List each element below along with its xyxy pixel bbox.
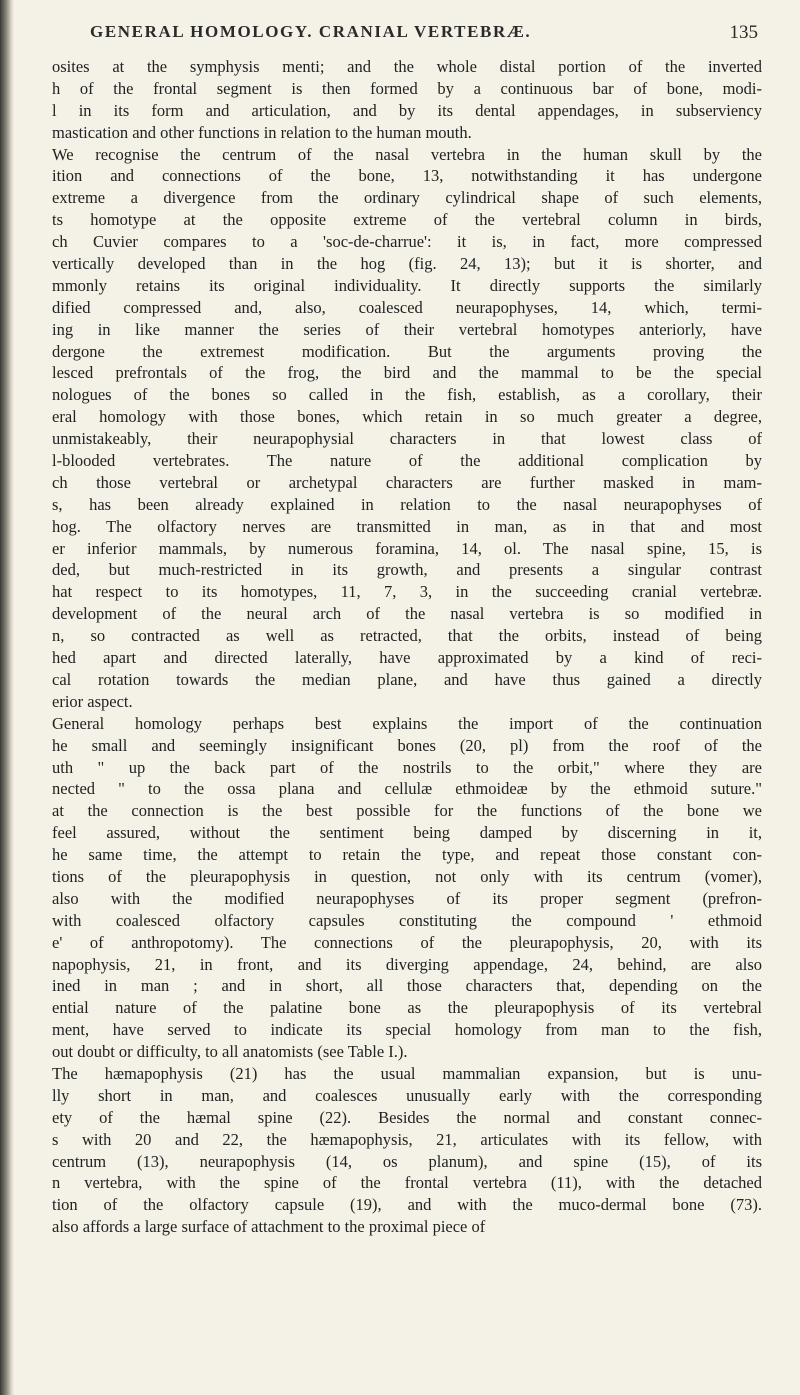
- page-number: 135: [729, 22, 758, 43]
- text-line: cal rotation towards the median plane, and have thus gained a directly: [52, 669, 762, 689]
- text-line: dified compressed and, also, coalesced neurapophyses, 14, which, termi-: [52, 297, 762, 317]
- text-line: also with the modified neurapophyses of its proper segment (prefron-: [52, 888, 762, 908]
- text-line: at the connection is the best possible for the functions of the bone we: [52, 801, 762, 821]
- text-line: unmistakeably, their neurapophysial characters in that lowest class of: [52, 429, 762, 449]
- text-line: eral homology with those bones, which retain in so much greater a degree,: [52, 407, 762, 427]
- text-line: ing in like manner the series of their vertebral homotypes anteriorly, have: [52, 319, 762, 339]
- text-line: ential nature of the palatine bone as the pleurapophysis of its vertebral: [52, 998, 762, 1018]
- page-binding-shadow: [0, 0, 14, 1395]
- text-line: ch those vertebral or archetypal characters are further masked in mam-: [52, 472, 762, 492]
- text-line: ch Cuvier compares to a 'soc-de-charrue': it is, in fact, more compressed: [52, 232, 762, 252]
- text-line: ition and connections of the bone, 13, notwithstanding it has undergone: [52, 166, 762, 186]
- text-line: We recognise the centrum of the nasal vertebra in the human skull by the: [52, 144, 762, 164]
- text-line: out doubt or difficulty, to all anatomists (see Table I.).: [52, 1042, 408, 1062]
- text-line: tion of the olfactory capsule (19), and with the muco-dermal bone (73).: [52, 1195, 762, 1215]
- text-line: ined in man ; and in short, all those characters that, depending on the: [52, 976, 762, 996]
- text-line: vertically developed than in the hog (fig. 24, 13); but it is shorter, and: [52, 254, 762, 274]
- text-line: feel assured, without the sentiment being damped by discerning in it,: [52, 823, 762, 843]
- text-line: s with 20 and 22, the hæmapophysis, 21, articulates with its fellow, with: [52, 1129, 762, 1149]
- text-line: nected " to the ossa plana and cellulæ ethmoideæ by the ethmoid suture.": [52, 779, 762, 799]
- text-line: h of the frontal segment is then formed by a continuous bar of bone, modi-: [52, 78, 762, 98]
- text-line: also affords a large surface of attachment to the proximal piece of: [52, 1217, 486, 1237]
- text-line: dergone the extremest modification. But the arguments proving the: [52, 341, 762, 361]
- page-header: [78, 22, 758, 46]
- text-line: ded, but much-restricted in its growth, and presents a singular contrast: [52, 560, 762, 580]
- running-title: GENERAL HOMOLOGY. CRANIAL VERTEBRÆ.: [90, 22, 532, 41]
- text-line: The hæmapophysis (21) has the usual mammalian expansion, but is unu-: [52, 1063, 762, 1083]
- body-text: [52, 56, 762, 1238]
- text-line: s, has been already explained in relation to the nasal neurapophyses of: [52, 494, 762, 514]
- text-line: mastication and other functions in relation to the human mouth.: [52, 122, 472, 142]
- text-line: ment, have served to indicate its special homology from man to the fish,: [52, 1020, 762, 1040]
- text-line: he same time, the attempt to retain the type, and repeat those constant con-: [52, 845, 762, 865]
- text-line: l-blooded vertebrates. The nature of the additional complication by: [52, 451, 762, 471]
- text-line: n, so contracted as well as retracted, that the orbits, instead of being: [52, 626, 762, 646]
- text-line: osites at the symphysis menti; and the whole distal portion of the inverted: [52, 57, 762, 76]
- text-line: er inferior mammals, by numerous foramina, 14, ol. The nasal spine, 15, is: [52, 538, 762, 558]
- text-line: ety of the hæmal spine (22). Besides the normal and constant connec-: [52, 1107, 762, 1127]
- text-line: uth " up the back part of the nostrils to the orbit," where they are: [52, 757, 762, 777]
- text-line: mmonly retains its original individuality. It directly supports the similarly: [52, 275, 762, 295]
- text-line: lesced prefrontals of the frog, the bird and the mammal to be the special: [52, 363, 762, 383]
- text-line: napophysis, 21, in front, and its diverging appendage, 24, behind, are also: [52, 954, 762, 974]
- text-line: ts homotype at the opposite extreme of the vertebral column in birds,: [52, 210, 762, 230]
- text-line: l in its form and articulation, and by its dental appendages, in subserviency: [52, 100, 762, 120]
- text-line: erior aspect.: [52, 691, 133, 711]
- text-line: e' of anthropotomy). The connections of the pleurapophysis, 20, with its: [52, 932, 762, 952]
- text-line: with coalesced olfactory capsules constituting the compound ' ethmoid: [52, 910, 762, 930]
- text-line: tions of the pleurapophysis in question, not only with its centrum (vomer),: [52, 866, 762, 886]
- text-line: General homology perhaps best explains the import of the continuation: [52, 713, 762, 733]
- text-line: centrum (13), neurapophysis (14, os planum), and spine (15), of its: [52, 1151, 762, 1171]
- text-line: n vertebra, with the spine of the frontal vertebra (11), with the detached: [52, 1173, 762, 1193]
- text-line: hog. The olfactory nerves are transmitted in man, as in that and most: [52, 516, 762, 536]
- text-line: development of the neural arch of the nasal vertebra is so modified in: [52, 604, 762, 624]
- text-line: lly short in man, and coalesces unusually early with the corresponding: [52, 1085, 762, 1105]
- text-line: extreme a divergence from the ordinary cylindrical shape of such elements,: [52, 188, 762, 208]
- text-line: nologues of the bones so called in the fish, establish, as a corollary, their: [52, 385, 762, 405]
- text-line: hed apart and directed laterally, have approximated by a kind of reci-: [52, 648, 762, 668]
- text-line: he small and seemingly insignificant bones (20, pl) from the roof of the: [52, 735, 762, 755]
- text-line: hat respect to its homotypes, 11, 7, 3, in the succeeding cranial vertebræ.: [52, 582, 762, 602]
